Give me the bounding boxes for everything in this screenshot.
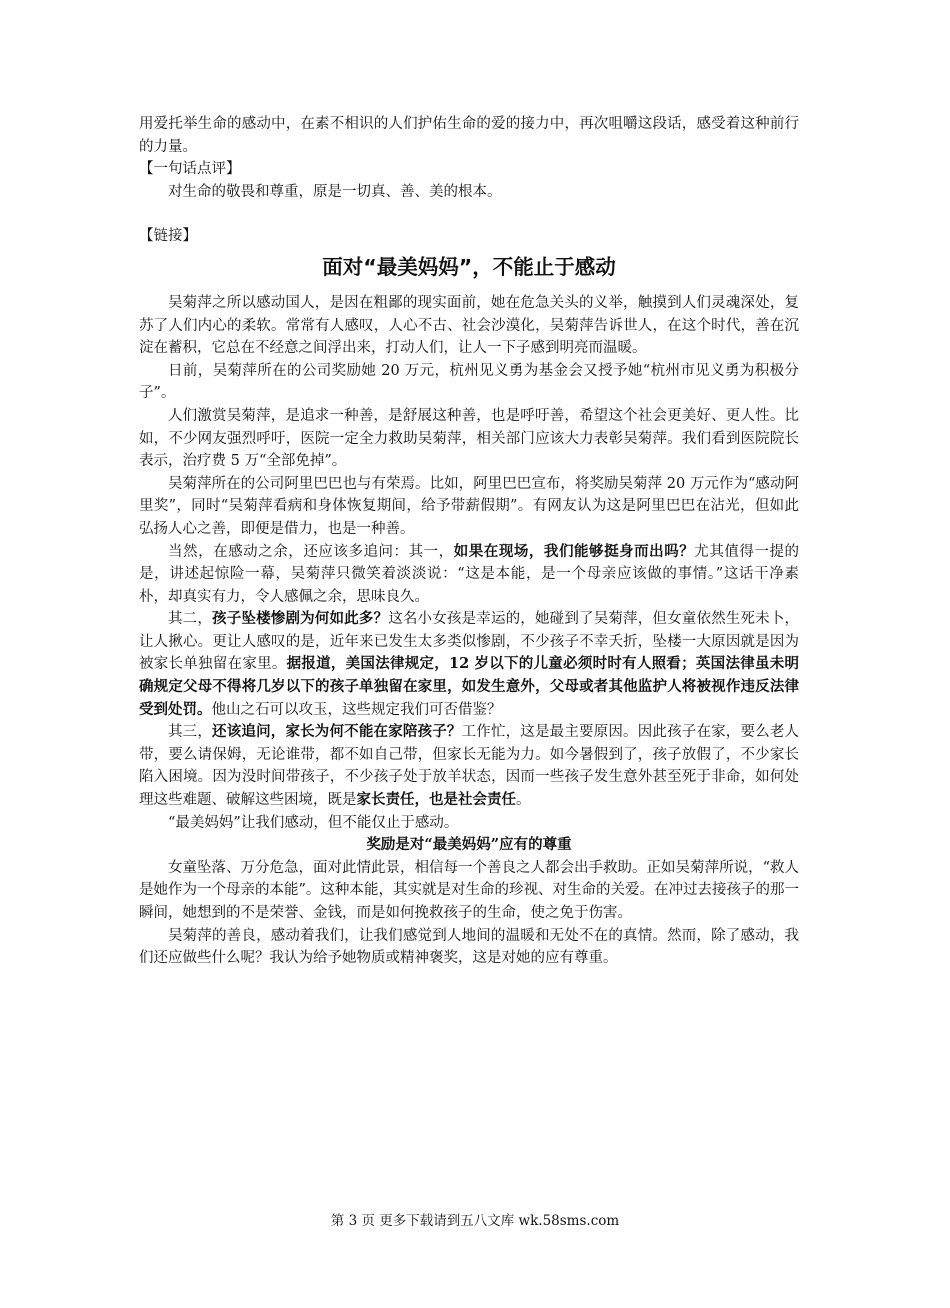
paragraph-8: “最美妈妈”让我们感动，但不能仅止于感动。 xyxy=(168,814,459,831)
paragraph-9: 女童坠落、万分危急，面对此情此景，相信每一个善良之人都会出手救助。正如吴菊萍所说，“救人是她作为一个母亲的本能”。这种本能，其实就是对生命的珍视、对生命的关爱。在冲过去接孩子的那一瞬间，她想到的不是荣誉、金钱，而是如何挽救孩子的生命，使之免于伤害。 xyxy=(139,859,799,921)
p5-text-c: 尤其值得一提的是，讲述起惊险一幕，吴菊萍只微笑着淡淡说：“这是本能，是一个母亲应该做的事情。”这话干净素朴，却真实有力，令人感佩之余，思味良久。 xyxy=(139,543,800,605)
comment-text: 对生命的敬畏和尊重，原是一切真、善、美的根本。 xyxy=(168,183,502,200)
paragraph-6 xyxy=(139,608,799,721)
article-title: 面对“最美妈妈”，不能止于感动 xyxy=(322,254,616,279)
p7-bold-question: 还该追问，家长为何不能在家陪孩子？ xyxy=(212,723,462,741)
p6-text-e: 他山之石可以攻玉，这些规定我们可否借鉴？ xyxy=(211,701,502,718)
comment-heading: 【一句话点评】 xyxy=(139,161,241,178)
paragraph-3: 人们激赏吴菊萍，是追求一种善，是舒展这种善，也是呼吁善，希望这个社会更美好、更人性。比如，不少网友强烈呼吁，医院一定全力救助吴菊萍，相关部门应该大力表彰吴菊萍。我们看到医院院长表示，治疗费 5 万“全部免掉”。 xyxy=(139,407,799,470)
page-footer: 第 3 页 更多下载请到五八文库 wk.58sms.com xyxy=(330,1213,620,1229)
paragraph-7 xyxy=(139,721,799,811)
paragraph-1: 吴菊萍之所以感动国人，是因在粗鄙的现实面前，她在危急关头的义举，触摸到人们灵魂深处，复苏了人们内心的柔软。常常有人感叹，人心不古、社会沙漠化，吴菊萍告诉世人，在这个时代，善在沉淀在蓄积，它总在不经意之间浮出来，打动人们，让人一下子感到明亮而温暖。 xyxy=(139,294,799,357)
document-page xyxy=(139,113,799,970)
link-heading: 【链接】 xyxy=(139,228,197,245)
p7-text-a: 其三， xyxy=(168,724,213,741)
p7-text-c: 工作忙，这是最主要原因。因此孩子在家，要么老人带，要么请保姆，无论谁带，都不如自己带，但家长无能为力。如今暑假到了，孩子放假了，不少家长陷入困境。因为没时间带孩子，不少孩子处于放羊状态，因而一些孩子发生意外甚至死于非命，如何处理这些难题、破解这些困境，既是 xyxy=(139,724,800,809)
p6-bold-question: 孩子坠楼惨剧为何如此多？ xyxy=(212,610,389,628)
spacer xyxy=(139,203,799,225)
p6-text-c: 这名小女孩是幸运的，她碰到了吴菊萍，但女童依然生死未卜，让人揪心。更让人感叹的是，近年来已发生太多类似惨剧，不少孩子不幸夭折，坠楼一大原因就是因为被家长单独留在家里。 xyxy=(139,611,800,673)
paragraph-4: 吴菊萍所在的公司阿里巴巴也与有荣焉。比如，阿里巴巴宣布，将奖励吴菊萍 20 万元作为“感动阿里奖”，同时“吴菊萍看病和身体恢复期间，给予带薪假期”。有网友认为这是阿里巴巴在沾光，但如此弘扬人心之善，即便是借力，也是一种善。 xyxy=(139,475,799,537)
paragraph-10: 吴菊萍的善良，感动着我们，让我们感觉到人地间的温暖和无处不在的真情。然而，除了感动，我们还应做些什么呢？我认为给予她物质或精神褒奖，这是对她的应有尊重。 xyxy=(139,927,799,967)
p7-text-e: 。 xyxy=(516,792,531,809)
p5-bold-question: 如果在现场，我们能够挺身而出吗？ xyxy=(453,542,695,560)
paragraph-2: 日前，吴菊萍所在的公司奖励她 20 万元，杭州见义勇为基金会又授予她“杭州市见义勇为积极分子”。 xyxy=(139,362,799,402)
sub-title: 奖励是对“最美妈妈”应有的尊重 xyxy=(366,836,572,854)
p6-text-a: 其二， xyxy=(168,611,213,628)
paragraph-5 xyxy=(139,541,799,609)
p6-bold-law: 据报道，美国法律规定，12 岁以下的儿童必须时时有人照看；英国法律虽未明确规定父母不得将几岁以下的孩子单独留在家里，如发生意外，父母或者其他监护人将被视作违反法律受到处罚。 xyxy=(139,655,799,718)
p5-text-a: 当然，在感动之余，还应该多追问：其一， xyxy=(168,543,454,560)
intro-paragraph: 用爱托举生命的感动中，在素不相识的人们护佑生命的爱的接力中，再次咀嚼这段话，感受着这种前行的力量。 xyxy=(139,116,799,155)
p7-bold-responsibility: 家长责任，也是社会责任 xyxy=(356,791,516,809)
